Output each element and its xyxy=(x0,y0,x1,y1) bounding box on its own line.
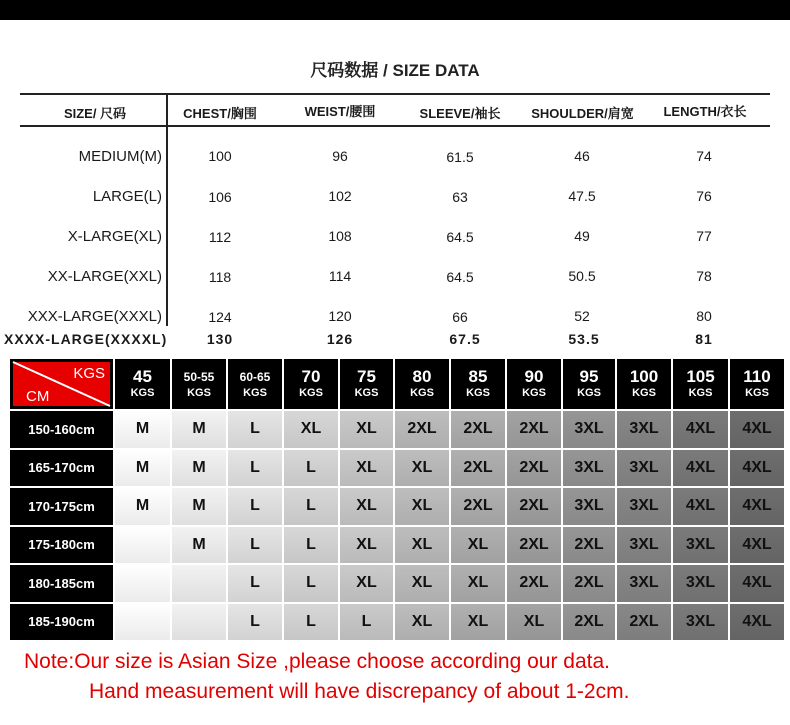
weight-value: 90 xyxy=(524,367,544,386)
size-cell: XL xyxy=(340,450,395,489)
weight-header xyxy=(172,359,228,411)
height-label: 185-190cm xyxy=(10,604,115,643)
row-sleeve: 61.5 xyxy=(446,149,474,165)
weight-value: 45 xyxy=(133,367,152,386)
size-cell: 2XL xyxy=(507,527,563,566)
kgs-label: KGS xyxy=(73,365,105,382)
row-shoulder: 52 xyxy=(574,308,590,324)
note-line-1: Note:Our size is Asian Size ,please choose according our data. xyxy=(24,650,610,673)
weight-value: 105 xyxy=(686,367,715,386)
height-label: 180-185cm xyxy=(10,565,115,604)
weight-unit: KGS xyxy=(410,387,434,399)
size-cell: 3XL xyxy=(563,488,617,527)
weight-unit: KGS xyxy=(466,387,490,399)
size-cell: L xyxy=(340,604,395,643)
size-cell: XL xyxy=(451,565,507,604)
weight-unit: KGS xyxy=(354,387,379,399)
size-cell: 3XL xyxy=(617,565,673,604)
row-sleeve: 64.5 xyxy=(446,229,474,245)
height-label: 170-175cm xyxy=(10,488,115,527)
weight-value: 80 xyxy=(412,367,432,386)
row-waist: 114 xyxy=(328,268,352,284)
size-cell: L xyxy=(284,604,340,643)
row-size-label: X-LARGE(XL) xyxy=(67,228,162,245)
size-cell: 3XL xyxy=(563,450,617,489)
table-header-rule xyxy=(20,125,770,127)
size-cell: XL xyxy=(284,411,340,450)
row-sleeve: 63 xyxy=(452,189,468,205)
weight-value: 110 xyxy=(743,367,771,386)
size-cell xyxy=(172,565,228,604)
size-cell: 2XL xyxy=(507,488,563,527)
size-cell: 3XL xyxy=(673,604,730,643)
row-chest: 118 xyxy=(208,269,232,285)
weight-unit: KGS xyxy=(577,387,601,399)
size-cell: L xyxy=(228,565,284,604)
size-cell: L xyxy=(228,488,284,527)
size-cell: 2XL xyxy=(563,527,617,566)
size-cell: XL xyxy=(451,604,507,643)
size-cell: M xyxy=(115,450,172,489)
header-length: LENGTH/衣长 xyxy=(663,104,747,119)
row-chest: 106 xyxy=(208,189,232,205)
size-cell xyxy=(115,527,172,566)
weight-unit: KGS xyxy=(187,387,211,399)
size-cell: M xyxy=(172,488,228,527)
size-cell: XL xyxy=(451,527,507,566)
size-cell: XL xyxy=(340,565,395,604)
size-cell xyxy=(172,604,228,643)
size-cell: XL xyxy=(507,604,563,643)
note-line-2: Hand measurement will have discrepancy of about 1-2cm. xyxy=(89,680,630,703)
size-cell: 4XL xyxy=(730,565,786,604)
weight-header xyxy=(451,359,507,411)
size-column-rule xyxy=(166,93,168,326)
weight-header xyxy=(115,359,172,411)
size-cell: L xyxy=(228,450,284,489)
weight-unit: KGS xyxy=(522,387,546,399)
weight-value: 95 xyxy=(579,367,599,386)
size-cell: 2XL xyxy=(451,450,507,489)
size-cell: XL xyxy=(340,411,395,450)
row-size-label: XX-LARGE(XXL) xyxy=(47,268,162,285)
grid-corner xyxy=(10,359,115,411)
row-size-label: MEDIUM(M) xyxy=(78,148,162,165)
row-chest: 124 xyxy=(208,309,232,325)
row-chest: 100 xyxy=(208,148,232,164)
size-cell: M xyxy=(172,411,228,450)
size-cell: 4XL xyxy=(730,411,786,450)
size-cell: L xyxy=(284,565,340,604)
weight-header xyxy=(617,359,673,411)
header-shoulder: SHOULDER/肩宽 xyxy=(531,106,634,121)
row-waist: 102 xyxy=(328,188,352,204)
row-shoulder: 53.5 xyxy=(568,331,600,347)
table-top-rule xyxy=(20,93,770,95)
weight-header xyxy=(395,359,451,411)
weight-header xyxy=(673,359,730,411)
size-cell: 4XL xyxy=(730,488,786,527)
row-length: 76 xyxy=(696,188,712,204)
row-length: 74 xyxy=(696,148,712,164)
size-cell: 2XL xyxy=(451,488,507,527)
size-cell: 4XL xyxy=(730,604,786,643)
size-cell: 2XL xyxy=(395,411,451,450)
weight-value: 85 xyxy=(468,367,488,386)
weight-header xyxy=(228,359,284,411)
size-cell: 2XL xyxy=(563,565,617,604)
weight-value: 70 xyxy=(301,367,321,386)
size-cell: M xyxy=(115,488,172,527)
size-cell: XL xyxy=(395,604,451,643)
row-waist: 120 xyxy=(328,308,352,324)
header-chest: CHEST/胸围 xyxy=(183,106,257,121)
size-cell: XL xyxy=(395,565,451,604)
size-cell: 3XL xyxy=(673,527,730,566)
weight-header xyxy=(507,359,563,411)
weight-header xyxy=(730,359,786,411)
size-cell: 4XL xyxy=(673,450,730,489)
size-cell: 2XL xyxy=(617,604,673,643)
size-cell: 2XL xyxy=(507,565,563,604)
weight-unit: KGS xyxy=(632,387,656,399)
size-cell: L xyxy=(284,488,340,527)
size-cell: XL xyxy=(395,450,451,489)
size-cell: M xyxy=(172,527,228,566)
row-length: 78 xyxy=(696,268,712,284)
row-chest: 112 xyxy=(208,229,232,245)
weight-value: 75 xyxy=(357,367,376,386)
size-cell: L xyxy=(228,604,284,643)
row-length: 81 xyxy=(695,331,713,347)
size-cell: 3XL xyxy=(617,411,673,450)
size-recommendation-grid xyxy=(10,359,785,644)
size-cell: 4XL xyxy=(730,527,786,566)
row-length: 80 xyxy=(696,308,712,324)
row-size-label: XXXX-LARGE(XXXXL) xyxy=(4,331,168,347)
size-cell: 3XL xyxy=(617,527,673,566)
row-sleeve: 66 xyxy=(452,309,468,325)
row-waist: 126 xyxy=(326,331,354,347)
weight-unit: KGS xyxy=(688,387,713,399)
size-cell: L xyxy=(228,411,284,450)
size-cell: L xyxy=(284,527,340,566)
header-waist: WEIST/腰围 xyxy=(304,104,376,119)
size-cell: 3XL xyxy=(617,488,673,527)
weight-header xyxy=(284,359,340,411)
size-cell: 4XL xyxy=(673,488,730,527)
header-size: SIZE/ 尺码 xyxy=(63,106,127,121)
size-cell: XL xyxy=(395,488,451,527)
row-shoulder: 50.5 xyxy=(568,268,596,284)
row-sleeve: 64.5 xyxy=(446,269,474,285)
weight-value: 60-65 xyxy=(239,370,271,384)
size-cell: 3XL xyxy=(617,450,673,489)
weight-unit: KGS xyxy=(299,387,323,399)
row-size-label: LARGE(L) xyxy=(92,188,162,205)
size-cell xyxy=(115,565,172,604)
height-label: 165-170cm xyxy=(10,450,115,489)
size-cell: L xyxy=(228,527,284,566)
size-cell: L xyxy=(284,450,340,489)
size-cell: XL xyxy=(340,488,395,527)
size-cell: M xyxy=(172,450,228,489)
size-cell: 2XL xyxy=(507,450,563,489)
top-bar xyxy=(0,0,790,20)
row-shoulder: 47.5 xyxy=(568,188,596,204)
page-title: 尺码数据 / SIZE DATA xyxy=(310,61,480,80)
height-label: 150-160cm xyxy=(10,411,115,450)
row-waist: 108 xyxy=(328,228,352,244)
weight-value: 50-55 xyxy=(183,370,215,384)
cm-label: CM xyxy=(26,388,50,405)
size-cell xyxy=(115,604,172,643)
row-shoulder: 49 xyxy=(574,228,590,244)
weight-header xyxy=(563,359,617,411)
size-cell: XL xyxy=(340,527,395,566)
weight-unit: KGS xyxy=(745,387,769,399)
size-cell: 2XL xyxy=(451,411,507,450)
weight-unit: KGS xyxy=(243,387,267,399)
row-waist: 96 xyxy=(332,148,348,164)
size-cell: 3XL xyxy=(673,565,730,604)
height-label: 175-180cm xyxy=(10,527,115,566)
size-cell: 4XL xyxy=(730,450,786,489)
size-cell: 2XL xyxy=(507,411,563,450)
row-chest: 130 xyxy=(206,331,234,347)
weight-unit: KGS xyxy=(130,387,155,399)
weight-value: 100 xyxy=(629,367,659,386)
size-cell: M xyxy=(115,411,172,450)
row-sleeve: 67.5 xyxy=(449,331,481,347)
row-shoulder: 46 xyxy=(574,148,590,164)
size-cell: 3XL xyxy=(563,411,617,450)
header-sleeve: SLEEVE/袖长 xyxy=(419,106,501,121)
size-cell: 4XL xyxy=(673,411,730,450)
row-size-label: XXX-LARGE(XXXL) xyxy=(27,308,162,325)
size-cell: XL xyxy=(395,527,451,566)
weight-header xyxy=(340,359,395,411)
size-cell: 2XL xyxy=(563,604,617,643)
row-length: 77 xyxy=(696,228,712,244)
